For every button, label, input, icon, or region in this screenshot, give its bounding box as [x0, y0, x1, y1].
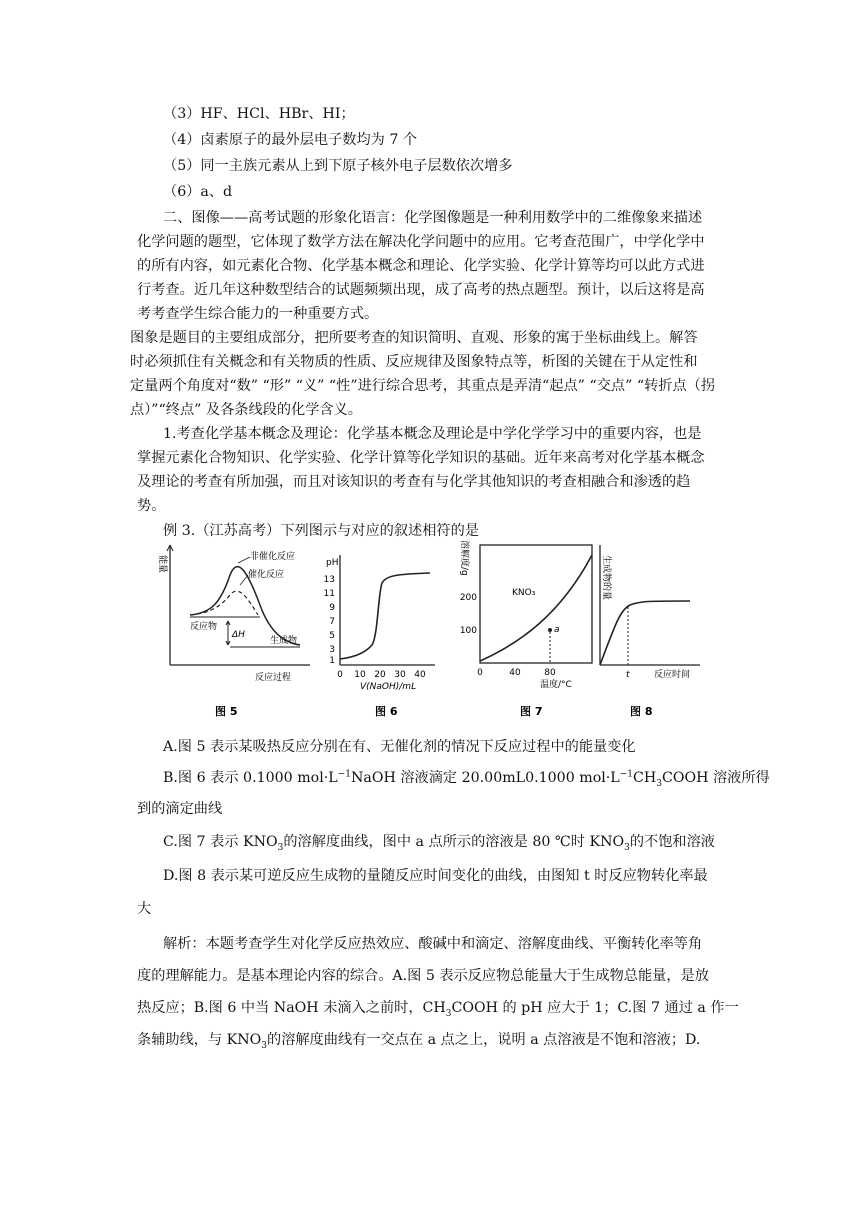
fig8-t-label: t [626, 670, 630, 680]
svg-text:40: 40 [414, 670, 426, 680]
fig7-point-a [548, 628, 552, 632]
paragraph-line: 考考查学生综合能力的一种重要方式。 [137, 306, 379, 322]
fig5-ylabel: 能量 [157, 555, 167, 574]
paragraph-line: 的所有内容，如元素化合物、化学基本概念和理论、化学实验、化学计算等均可以此方式进 [137, 258, 705, 274]
fig5-cat-curve [190, 591, 258, 615]
svg-text:5: 5 [329, 631, 335, 641]
fig7-caption: 图 7 [520, 705, 543, 718]
paragraph-line: 定量两个角度对“数” “形” “义” “性”进行综合思考，其重点是弄清“起点” “交点” “转折点（拐 [130, 378, 716, 394]
list-item: （5）同一主族元素从上到下原子核外电子层数依次增多 [163, 158, 513, 174]
fig6-curve [340, 573, 430, 659]
option-c: C.图 7 表示 $KNO_3$的溶解度曲线，图中 a 点所示的溶液是 80 ℃时 $KNO_3$的不饱和溶液 [163, 834, 715, 853]
fig7-curve [480, 555, 592, 661]
svg-text:200: 200 [459, 593, 477, 603]
svg-text:3: 3 [329, 645, 335, 655]
fig6-caption: 图 6 [375, 705, 398, 718]
fig5-caption: 图 5 [215, 705, 238, 718]
svg-text:1: 1 [329, 656, 335, 666]
paragraph-line: 点）”“终点” 及各条线段的化学含义。 [130, 402, 362, 418]
fig5-product: 生成物 [270, 636, 298, 646]
paragraph-line: 化学问题的题型，它体现了数学方法在解决化学问题中的应用。它考查范围广，中学化学中 [137, 234, 705, 250]
fig8-curve [600, 601, 690, 665]
option-d-line1: D.图 8 表示某可逆反应生成物的量随反应时间变化的曲线，由图知 t 时反应物转化率最 [163, 868, 708, 884]
fig5-cat-label: 催化反应 [248, 570, 285, 580]
svg-text:20: 20 [374, 670, 386, 680]
option-a: A.图 5 表示某吸热反应分别在有、无催化剂的情况下反应过程中的能量变化 [163, 739, 636, 755]
analysis-line: 条辅助线，与 $KNO_3$的溶解度曲线有一交点在 a 点之上，说明 a 点溶液是不饱和溶液；D. [137, 1032, 701, 1051]
list-item: （3）HF、HCl、HBr、HI； [163, 106, 355, 122]
svg-text:0: 0 [477, 668, 483, 678]
analysis-line: 解析：本题考查学生对化学反应热效应、酸碱中和滴定、溶解度曲线、平衡转化率等角 [163, 936, 703, 952]
svg-text:7: 7 [329, 617, 335, 627]
fig7-xlabel: 温度/°C [540, 680, 572, 690]
figure-6 [324, 555, 435, 718]
paragraph-line: 图象是题目的主要组成部分，把所要考查的知识简明、直观、形象的寓于坐标曲线上。解答 [130, 330, 698, 346]
analysis-line: 热反应；B.图 6 中当 NaOH 未滴入之前时，$CH_3COOH$ 的 pH 应大于 1；C.图 7 通过 a 作一 [137, 1000, 739, 1019]
svg-text:10: 10 [354, 670, 366, 680]
fig7-curve-label: KNO₃ [512, 588, 536, 598]
fig6-xlabel: V(NaOH)/mL [360, 682, 417, 692]
paragraph-line: 行考查。近几年这种数型结合的试题频频出现，成了高考的热点题型。预计，以后这将是高 [137, 282, 705, 298]
fig8-caption: 图 8 [630, 705, 653, 718]
paragraph-line: 及理论的考查有所加强，而且对该知识的考查有与化学其他知识的考查相融合和渗透的趋 [137, 474, 691, 490]
paragraph-line: 势。 [137, 498, 166, 514]
figures-row [150, 530, 710, 730]
list-item: （4）卤素原子的最外层电子数均为 7 个 [163, 132, 418, 148]
svg-text:0: 0 [337, 670, 343, 680]
fig5-reactant: 反应物 [190, 622, 218, 632]
figure-8 [600, 545, 700, 718]
paragraph-line: 掌握元素化合物知识、化学实验、化学计算等化学知识的基础。近年来高考对化学基本概念 [137, 450, 705, 466]
option-d-line2: 大 [137, 901, 152, 917]
svg-text:13: 13 [323, 575, 335, 585]
fig6-ylabel: pH [326, 558, 339, 568]
option-b-line1: B.图 6 表示 0.1000 $mol\cdot L^{-1}NaOH$ 溶液滴定 20.00mL0.1000 $mol\cdot L^{-1}CH_3COOH$ 溶液所得 [163, 769, 770, 789]
figure-5 [157, 545, 310, 718]
svg-text:100: 100 [459, 626, 477, 636]
svg-text:80: 80 [544, 668, 556, 678]
option-b-line2: 到的滴定曲线 [137, 801, 223, 817]
paragraph-line: 二、图像——高考试题的形象化语言：化学图像题是一种利用数学中的二维像象来描述 [163, 210, 703, 226]
fig7-point-label: a [554, 625, 560, 635]
fig8-ylabel: 生成物的量 [601, 555, 611, 601]
fig5-uncat-label: 非催化反应 [250, 552, 296, 562]
paragraph-line: 时必须抓住有关概念和有关物质的性质、反应规律及图象特点等，析图的关键在于从定性和 [130, 354, 698, 370]
fig5-xlabel: 反应过程 [255, 673, 292, 683]
svg-text:40: 40 [509, 668, 521, 678]
figure-7 [459, 540, 592, 718]
svg-text:30: 30 [394, 670, 406, 680]
fig8-xlabel: 反应时间 [654, 670, 691, 680]
svg-text:9: 9 [329, 603, 335, 613]
list-item: （6）a、d [163, 184, 233, 200]
fig7-ylabel: 溶解度/g [459, 540, 469, 576]
example-title: 例 3.（江苏高考）下列图示与对应的叙述相符的是 [163, 523, 479, 539]
svg-text:11: 11 [323, 589, 335, 599]
paragraph-line: 1.考查化学基本概念及理论：化学基本概念及理论是中学化学学习中的重要内容，也是 [163, 426, 702, 442]
analysis-line: 度的理解能力。是基本理论内容的综合。A.图 5 表示反应物总能量大于生成物总能量，是放 [137, 968, 709, 984]
fig5-dh: ΔH [232, 630, 245, 640]
